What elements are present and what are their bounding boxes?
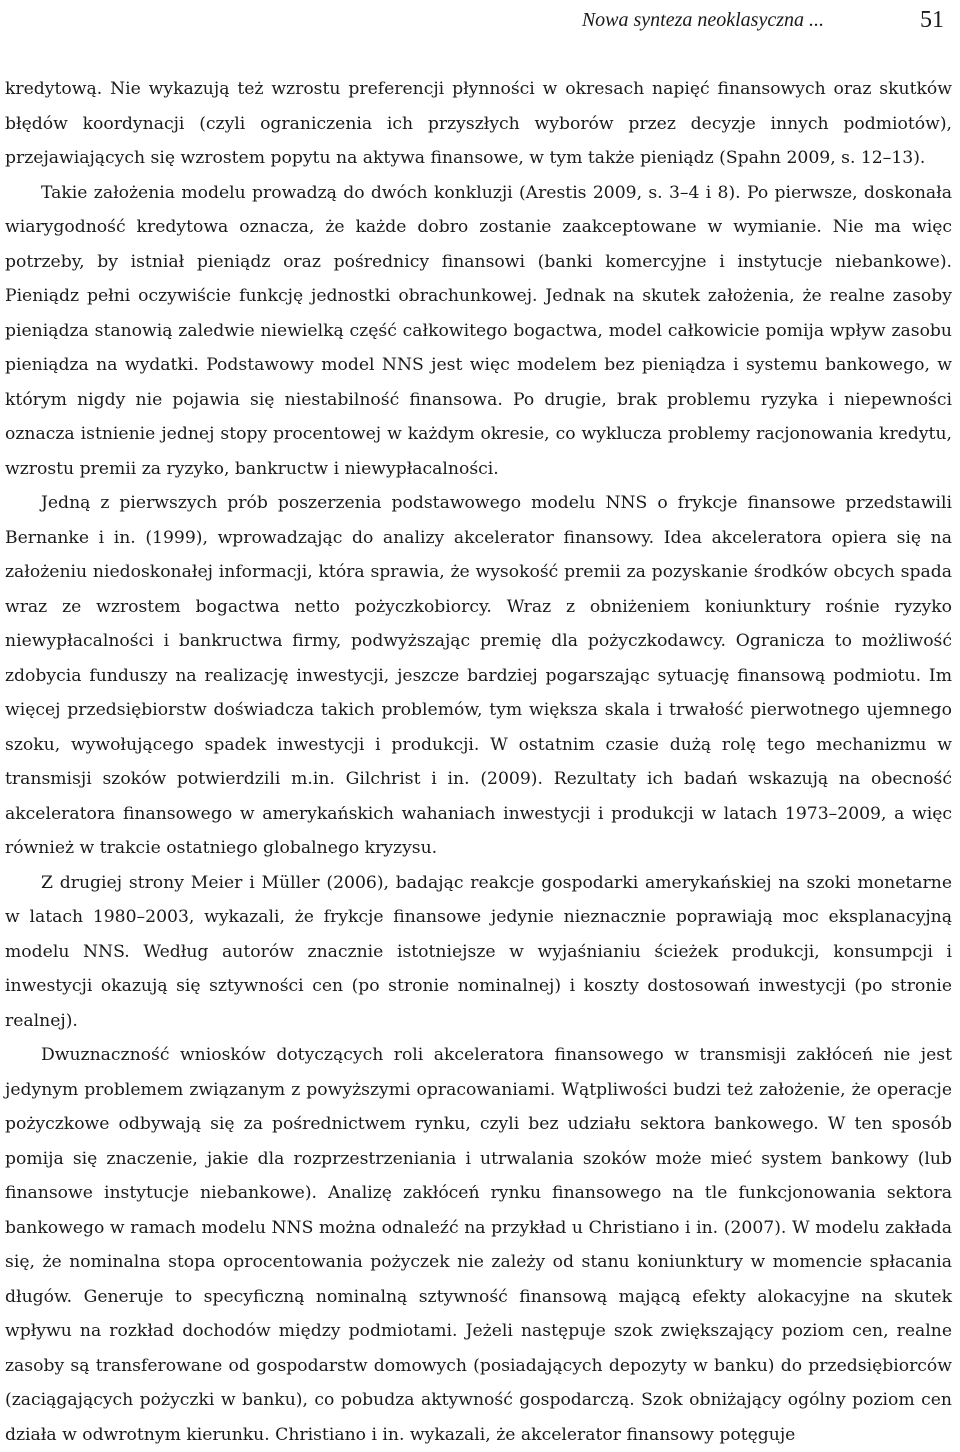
body-text [5, 72, 952, 1452]
running-title: Nowa synteza neoklasyczna ... [581, 8, 824, 31]
page-number: 51 [920, 6, 944, 33]
paragraph-financial-accelerator: Jedną z pierwszych prób poszerzenia podstawowego modelu NNS o frykcje finansowe przedstawili Bernanke i in. (1999), wprowadzając do analizy akcelerator finansowy. Idea akceleratora opiera się na założeniu niedoskonałej informacji, która sprawia, że wysokość premii za pozyskanie środków obcych spada wraz ze wzrostem bogactwa netto pożyczkobiorcy. Wraz z obniżeniem koniunktury rośnie ryzyko niewypłacalności i bankructwa firmy, podwyższając premię dla pożyczkodawcy. Ogranicza to możliwość zdobycia funduszy na realizację inwestycji, jeszcze bardziej pogarszając sytuację finansową podmiotu. Im więcej przedsiębiorstw doświadcza takich problemów, tym większa skala i trwałość pierwotnego ujemnego szoku, wywołującego spadek inwestycji i produkcji. W ostatnim czasie dużą rolę tego mechanizmu w transmisji szoków potwierdzili m.in. Gilchrist i in. (2009). Rezultaty ich badań wskazują na obecność akceleratora finansowego w amerykańskich wahaniach inwestycji i produkcji w latach 1973–2009, a więc również w trakcie ostatniego globalnego kryzysu. [5, 493, 952, 858]
running-header [5, 0, 952, 40]
paragraph-model-conclusions: Takie założenia modelu prowadzą do dwóch konkluzji (Arestis 2009, s. 3–4 i 8). Po pierwsze, doskonała wiarygodność kredytowa oznacza, że każde dobro zostanie zaakceptowane w wymianie. Nie ma więc potrzeby, by istniał pieniądz oraz pośrednicy finansowi (banki komercyjne i instytucje niebankowe). Pieniądz pełni oczywiście funkcję jednostki obrachunkowej. Jednak na skutek założenia, że realne zasoby pieniądza stanowią zaledwie niewielką część całkowitego bogactwa, model całkowicie pomija wpływ zasobu pieniądza na wydatki. Podstawowy model NNS jest więc modelem bez pieniądza i systemu bankowego, w którym nigdy nie pojawia się niestabilność finansowa. Po drugie, brak problemu ryzyka i niepewności oznacza istnienie jednej stopy procentowej w każdym okresie, co wyklucza problemy racjonowania kredytu, wzrostu premii za ryzyko, bankructw i niewypłacalności. [5, 182, 952, 479]
paragraph-continuation: kredytową. Nie wykazują też wzrostu preferencji płynności w okresach napięć finansowych oraz skutków błędów koordynacji (czyli ograniczenia ich przyszłych wyborów przez decyzje innych podmiotów), przejawiających się wzrostem popytu na aktywa finansowe, w tym także pieniądz (Spahn 2009, s. 12–13). [5, 79, 952, 168]
paragraph-meier-muller: Z drugiej strony Meier i Müller (2006), badając reakcje gospodarki amerykańskiej na szoki monetarne w latach 1980–2003, wykazali, że frykcje finansowe jedynie nieznacznie poprawiają moc eksplanacyjną modelu NNS. Według autorów znacznie istotniejsze w wyjaśnianiu ścieżek produkcji, konsumpcji i inwestycji okazują się sztywności cen (po stronie nominalnej) i koszty dostosowań inwestycji (po stronie realnej). [5, 872, 952, 1031]
paragraph-banking-sector: Dwuznaczność wniosków dotyczących roli akceleratora finansowego w transmisji zakłóceń nie jest jedynym problemem związanym z powyższymi opracowaniami. Wątpliwości budzi też założenie, że operacje pożyczkowe odbywają się za pośrednictwem rynku, czyli bez udziału sektora bankowego. W ten sposób pomija się znaczenie, jakie dla rozprzestrzeniania i utrwalania szoków może mieć system bankowy (lub finansowe instytucje niebankowe). Analizę zakłóceń rynku finansowego na tle funkcjonowania sektora bankowego w ramach modelu NNS można odnaleźć na przykład u Christiano i in. (2007). W modelu zakłada się, że nominalna stopa oprocentowania pożyczek nie zależy od stanu koniunktury w momencie spłacania długów. Generuje to specyficzną nominalną sztywność finansową mającą efekty alokacyjne na skutek wpływu na rozkład dochodów między podmiotami. Jeżeli następuje szok zwiększający poziom cen, realne zasoby są transferowane od gospodarstw domowych (posiadających depozyty w banku) do przedsiębiorców (zaciągających pożyczki w banku), co pobudza aktywność gospodarczą. Szok obniżający ogólny poziom cen działa w odwrotnym kierunku. Christiano i in. wykazali, że akcelerator finansowy potęguje [5, 1045, 952, 1445]
